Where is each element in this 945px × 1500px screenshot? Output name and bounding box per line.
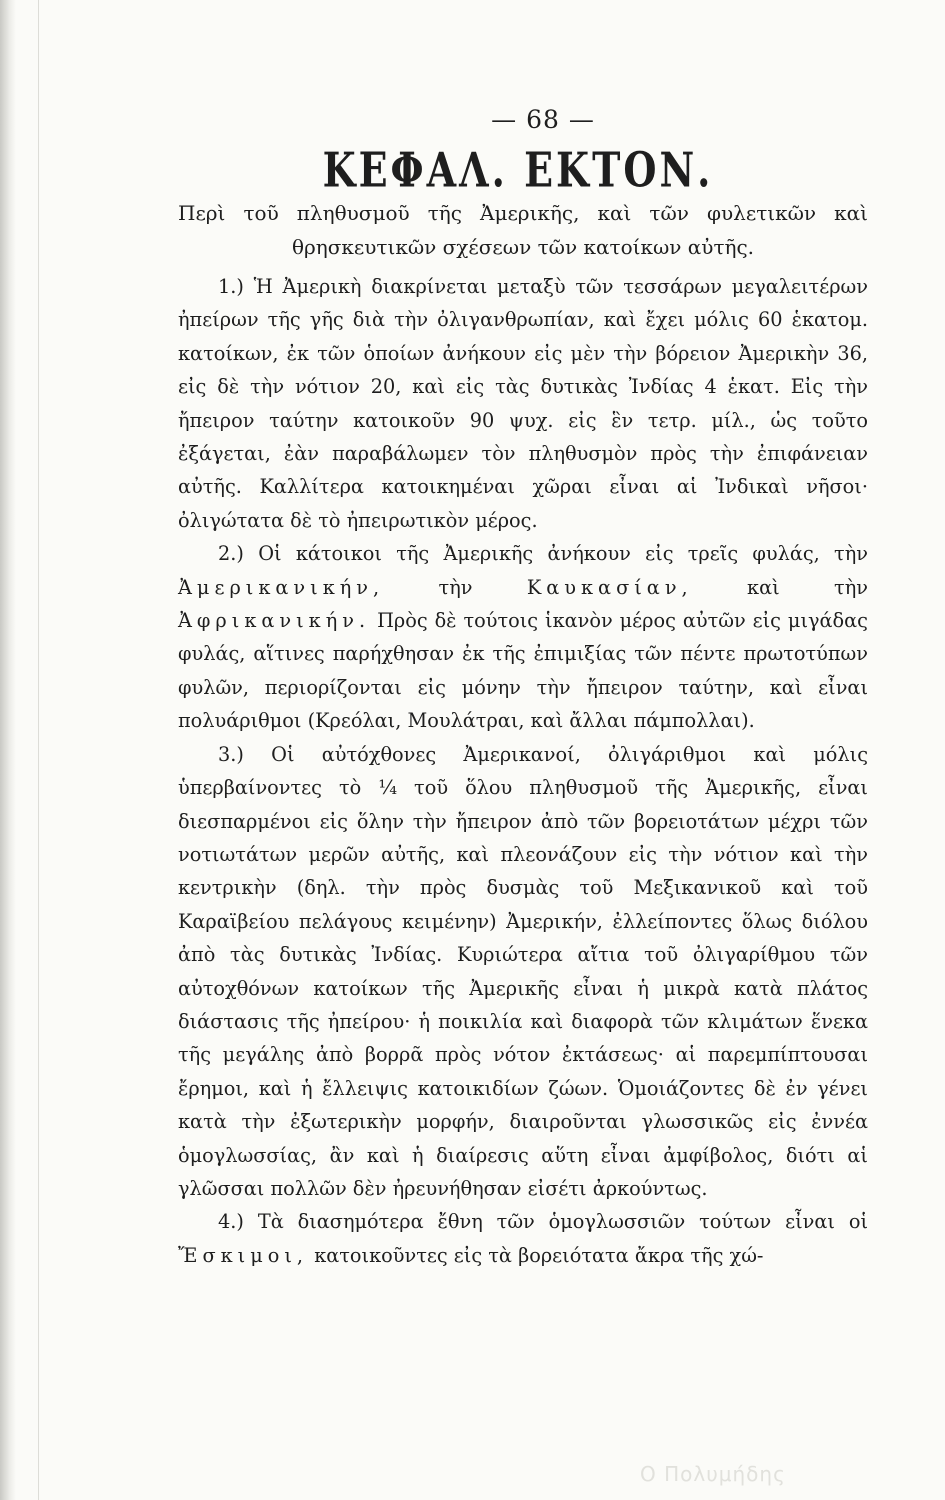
spaced-term: Ἀφρικανικήν. [178, 609, 371, 633]
chapter-subtitle: Περὶ τοῦ πληθυσμοῦ τῆς Ἀμερικῆς, καὶ τῶν φυλετικῶν καὶ θρησκευτικῶν σχέσεων τῶν κατοίκων αὐτῆς. [178, 201, 868, 259]
paragraph-1 [178, 270, 868, 537]
paragraph-text: Οἱ αὐτόχθονες Ἀμερικανοί, ὀλιγάριθμοι καὶ μόλις ὑπερβαίνοντες τὸ ¼ τοῦ ὅλου πληθυσμοῦ τῆς Ἀμερικῆς, εἶναι διεσπαρμένοι εἰς ὅλην τὴν ἤπειρον ἀπὸ τῶν βορειοτάτων μέχρι τῶν νοτιωτάτων μερῶν αὐτῆς, καὶ πλεονάζουν εἰς τὴν νότιον καὶ τὴν κεντρικὴν (δηλ. τὴν πρὸς δυσμὰς τοῦ Μεξικανικοῦ καὶ τοῦ Καραϊβείου πελάγους κειμένην) Ἀμερικήν, ἐλλείποντες ὅλως διόλου ἀπὸ τὰς δυτικὰς Ἰνδίας. Κυριώτερα αἴτια τοῦ ὀλιγαρίθμου τῶν αὐτοχθόνων κατοίκων τῆς Ἀμερικῆς εἶναι ἡ μικρὰ κατὰ πλάτος διάστασις τῆς ἠπείρου· ἡ ποικιλία καὶ διαφορὰ τῶν κλιμάτων ἕνεκα τῆς μεγάλης ἀπὸ βορρᾶ πρὸς νότον ἐκτάσεως· αἱ παρεμπίπτουσαι ἔρημοι, καὶ ἡ ἔλλειψις κατοικιδίων ζώων. Ὁμοιάζοντες δὲ ἐν γένει κατὰ τὴν ἐξωτερικὴν μορφήν, διαιροῦνται γλωσσικῶς εἰς ἐννέα ὁμογλωσσίας, ἂν καὶ ἡ διαίρεσις αὕτη εἶναι ἀμφίβολος, διότι αἱ γλῶσσαι πολλῶν δὲν ἠρευνήθησαν εἰσέτι ἀρκούντως. [178, 742, 868, 1200]
spaced-term: Καυκασίαν, [526, 575, 693, 599]
paragraph-text: Ἡ Ἀμερικὴ διακρίνεται μεταξὺ τῶν τεσσάρων μεγαλειτέρων ἠπείρων τῆς γῆς διὰ τὴν ὀλιγανθρωπίαν, καὶ ἔχει μόλις 60 ἑκατομ. κατοίκων, ἐκ τῶν ὁποίων ἀνήκουν εἰς μὲν τὴν βόρειον Ἀμερικὴν 36, εἰς δὲ τὴν νότιον 20, καὶ εἰς τὰς δυτικὰς Ἰνδίας 4 ἑκατ. Εἰς τὴν ἤπειρον ταύτην κατοικοῦν 90 ψυχ. εἰς ἓν τετρ. μίλ., ὡς τοῦτο ἐξάγεται, ἐὰν παραβάλωμεν τὸν πληθυσμὸν πρὸς τὴν ἐπιφάνειαν αὐτῆς. Καλλίτερα κατοικημέναι χῶραι εἶναι αἱ Ἰνδικαὶ νῆσοι· ὀλιγώτατα δὲ τὸ ἠπειρωτικὸν μέρος. [178, 275, 868, 532]
paragraph-number: 3.) [218, 742, 244, 766]
book-page [178, 100, 868, 1420]
paragraph-text: Οἱ κάτοικοι τῆς Ἀμερικῆς ἀνήκουν εἰς τρεῖς φυλάς, τὴν [258, 542, 868, 566]
page-gutter-line [38, 0, 39, 1500]
paragraph-2 [178, 537, 868, 737]
page-number: — 68 — [491, 105, 595, 134]
library-watermark: Ο Πολυμήδης [640, 1462, 786, 1486]
paragraph-text: καὶ τὴν [747, 575, 868, 599]
spaced-term: Ἔσκιμοι, [178, 1243, 309, 1267]
paragraph-number: 1.) [218, 275, 244, 298]
paragraph-text: τὴν [438, 575, 473, 599]
paragraph-text: Τὰ διασημότερα ἔθνη τῶν ὁμογλωσσιῶν τούτων εἶναι οἱ [257, 1210, 869, 1234]
page-binding-edge [0, 0, 16, 1500]
paragraph-number: 2.) [218, 542, 244, 566]
paragraph-number: 4.) [218, 1210, 244, 1234]
paragraph-4 [178, 1205, 868, 1272]
paragraph-text: Πρὸς δὲ τούτοις ἱκανὸν μέρος αὐτῶν εἰς μιγάδας φυλάς, αἵτινες παρήχθησαν ἐκ τῆς ἐπιμιξίας τῶν πέντε πρωτοτύπων φυλῶν, περιορίζονται εἰς μόνην τὴν ἤπειρον ταύτην, καὶ εἶναι πολυάριθμοι (Κρεόλαι, Μουλάτραι, καὶ ἄλλαι πάμπολλαι). [178, 609, 868, 733]
spaced-term: Ἀμερικανικήν, [178, 575, 385, 599]
chapter-title: ΚΕΦΑΛ. ΕΚΤΟΝ. [322, 141, 714, 198]
body-text [178, 270, 868, 1272]
paragraph-3 [178, 738, 868, 1206]
paragraph-text: κατοικοῦντες εἰς τὰ βορειότατα ἄκρα τῆς χώ- [314, 1243, 764, 1267]
